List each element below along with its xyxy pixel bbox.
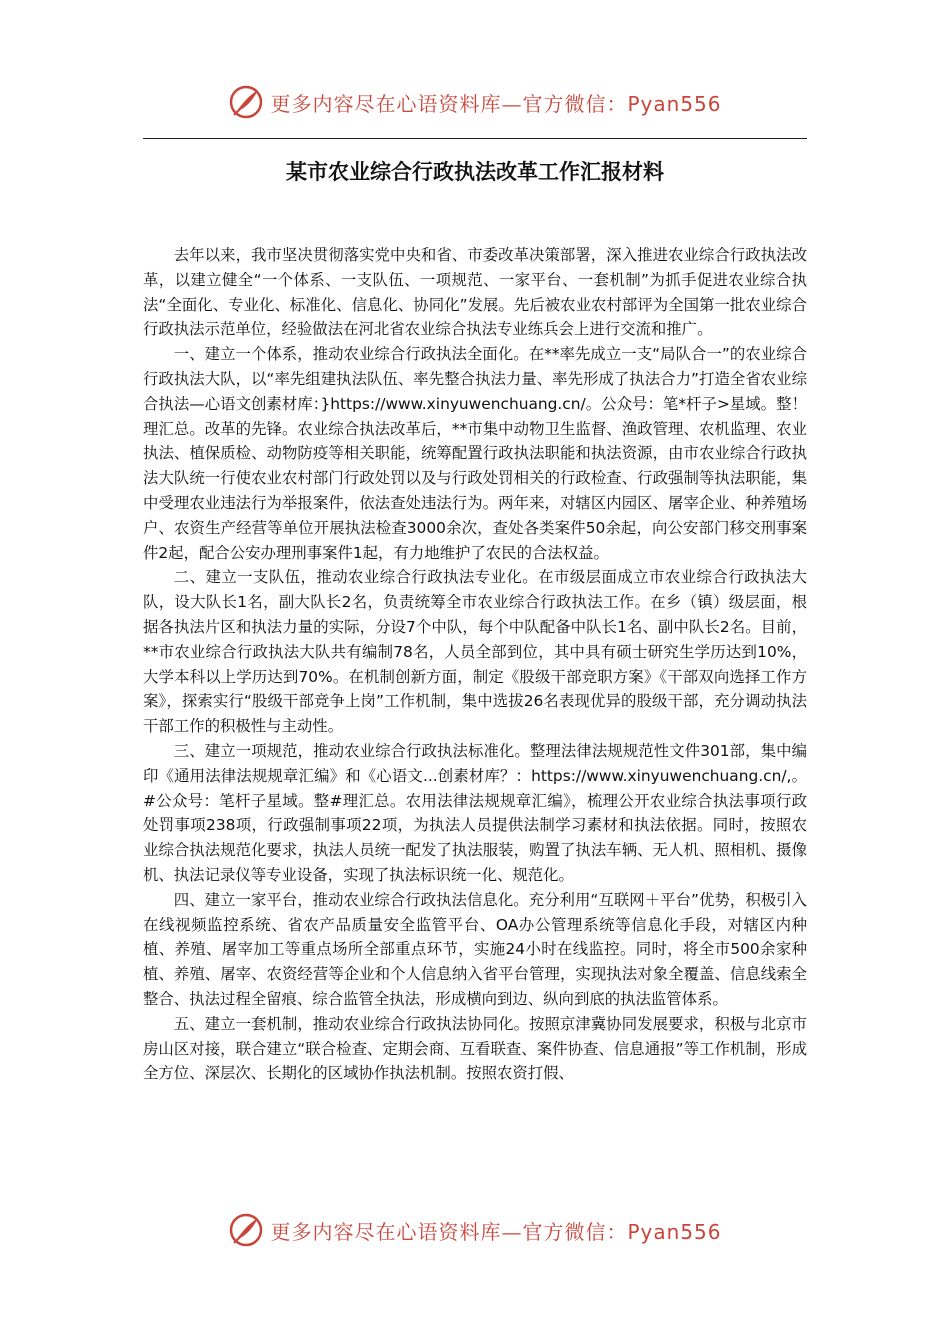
quill-logo-icon bbox=[228, 1212, 264, 1248]
header-divider bbox=[143, 138, 807, 139]
paragraph-section-4: 四、建立一家平台，推动农业综合行政执法信息化。充分利用“互联网＋平台”优势，积极引入在线视频监控系统、省农产品质量安全监管平台、OA办公管理系统等信息化手段，对辖区内种植、养殖、屠宰加工等重点场所全部重点环节，实施24小时在线监控。同时，将全市500余家种植、养殖、屠宰、农资经营等企业和个人信息纳入省平台管理，实现执法对象全覆盖、信息线索全整合、执法过程全留痕、综合监管全执法，形成横向到边、纵向到底的执法监管体系。 bbox=[143, 890, 807, 1008]
quill-logo-icon bbox=[228, 84, 264, 120]
footer-banner-text: 更多内容尽在心语资料库—官方微信：Pyan556 bbox=[270, 1219, 722, 1244]
header-banner bbox=[0, 82, 950, 122]
document-body bbox=[143, 243, 807, 1086]
footer-wechat-id: Pyan556 bbox=[627, 1219, 722, 1244]
header-wechat-id: Pyan556 bbox=[627, 91, 722, 116]
paragraph-section-1: 一、建立一个体系，推动农业综合行政执法全面化。在**率先成立一支“局队合一”的农业综合行政执法大队，以“率先组建执法队伍、率先整合执法力量、率先形成了执法合力”打造全省农业综合执法—心语文创素材库：}https://www.xinyuwenchuang.cn/。公众号：笔*杆子>星域。整！理汇总。改革的先锋。农业综合执法改革后，**市集中动物卫生监督、渔政管理、农机监理、农业执法、植保质检、动物防疫等相关职能，统筹配置行政执法职能和执法资源，由市农业综合行政执法大队统一行使农业农村部门行政处罚以及与行政处罚相关的行政检查、行政强制等执法职能，集中受理农业违法行为举报案件，依法查处违法行为。两年来，对辖区内园区、屠宰企业、种养殖场户、农资生产经营等单位开展执法检查3000余次，查处各类案件50余起，向公安部门移交刑事案件2起，配合公安办理刑事案件1起，有力地维护了农民的合法权益。 bbox=[143, 345, 807, 562]
paragraph-intro: 去年以来，我市坚决贯彻落实党中央和省、市委改革决策部署，深入推进农业综合行政执法改革，以建立健全“一个体系、一支队伍、一项规范、一家平台、一套机制”为抓手促进农业综合执法“全面化、专业化、标准化、信息化、协同化”发展。先后被农业农村部评为全国第一批农业综合行政执法示范单位，经验做法在河北省农业综合执法专业练兵会上进行交流和推广。 bbox=[143, 246, 807, 339]
document-title: 某市农业综合行政执法改革工作汇报材料 bbox=[286, 160, 664, 184]
header-banner-text: 更多内容尽在心语资料库—官方微信：Pyan556 bbox=[270, 91, 722, 116]
paragraph-section-2: 二、建立一支队伍，推动农业综合行政执法专业化。在市级层面成立市农业综合行政执法大队，设大队长1名，副大队长2名，负责统筹全市农业综合行政执法工作。在乡（镇）级层面，根据各执法片区和执法力量的实际，分设7个中队，每个中队配备中队长1名、副中队长2名。目前，**市农业综合行政执法大队共有编制78名，人员全部到位，其中具有硕士研究生学历达到10%，大学本科以上学历达到70%。在机制创新方面，制定《股级干部竞职方案》《干部双向选择工作方案》，探索实行“股级干部竞争上岗”工作机制，集中选拔26名表现优异的股级干部，充分调动执法干部工作的积极性与主动性。 bbox=[143, 568, 807, 736]
paragraph-section-5: 五、建立一套机制，推动农业综合行政执法协同化。按照京津冀协同发展要求，积极与北京市房山区对接，联合建立“联合检查、定期会商、互看联查、案件协查、信息通报”等工作机制，形成全方位、深层次、长期化的区域协作执法机制。按照农资打假、 bbox=[143, 1014, 807, 1083]
paragraph-section-3: 三、建立一项规范，推动农业综合行政执法标准化。整理法律法规规范性文件301部，集中编印《通用法律法规规章汇编》和《心语文...创素材库？：https://www.xinyuwenchuang.cn/,。#公众号：笔杆子星域。整#理汇总。农用法律法规规章汇编》，梳理公开农业综合执法事项行政处罚事项238项，行政强制事项22项，为执法人员提供法制学习素材和执法依据。同时，按照农业综合执法规范化要求，执法人员统一配发了执法服装，购置了执法车辆、无人机、照相机、摄像机、执法记录仪等专业设备，实现了执法标识统一化、规范化。 bbox=[143, 741, 807, 884]
footer-banner bbox=[0, 1210, 950, 1250]
